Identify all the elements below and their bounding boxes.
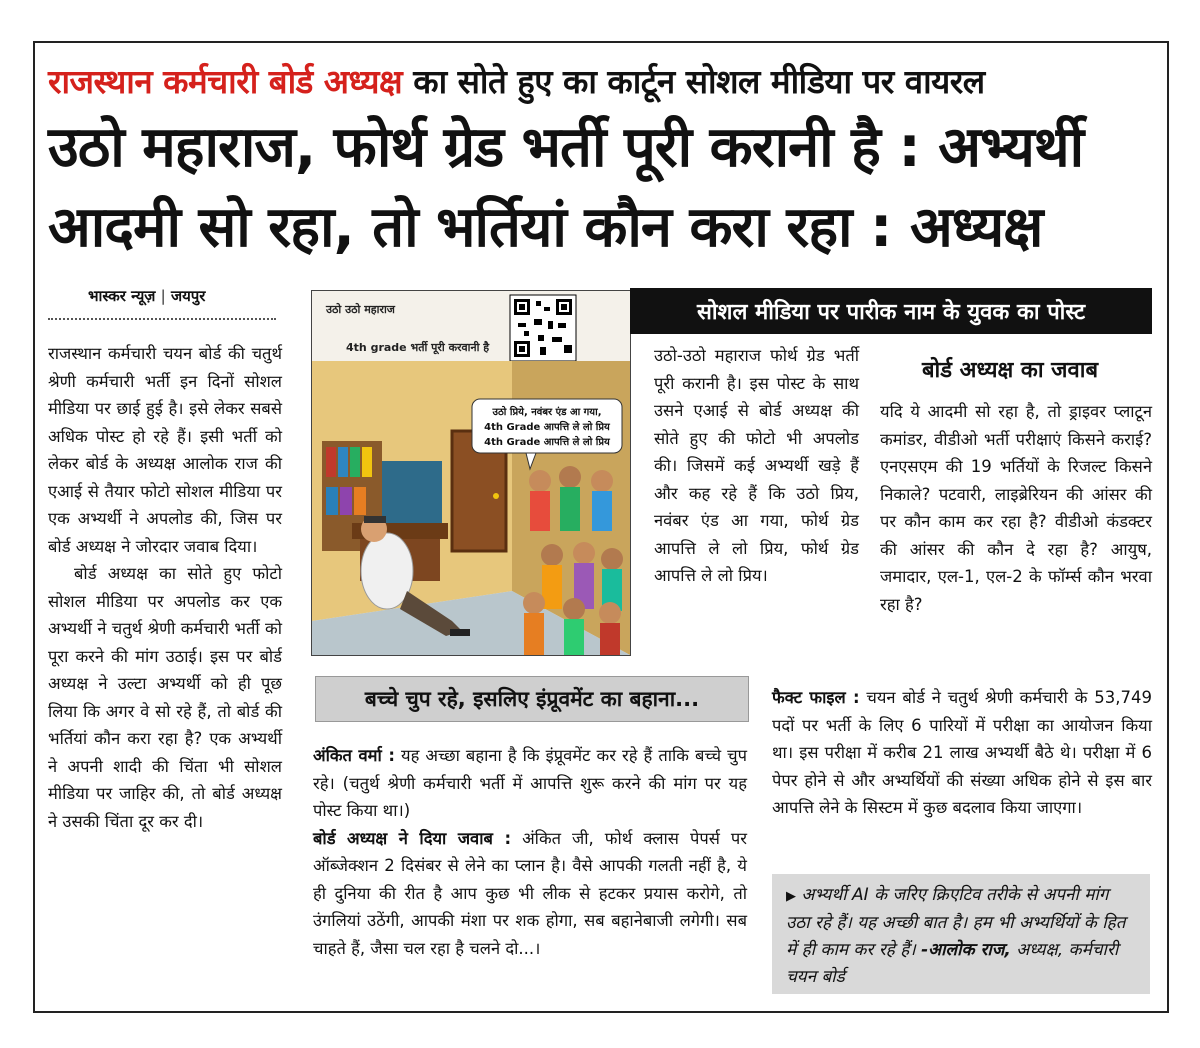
speaker-1-text: यह अच्छा बहाना है कि इंप्रूवमेंट कर रहे हैं ताकि बच्चे चुप रहे। (चतुर्थ श्रेणी कर्मचारी भर्ती में आपत्ति शुरू करने की मांग पर यह पोस्ट किया था।): [313, 746, 747, 820]
speaker-2-name: बोर्ड अध्यक्ष ने दिया जवाब :: [313, 828, 512, 848]
quote-box: [772, 874, 1150, 994]
column-3: यदि ये आदमी सो रहा है, तो ड्राइवर प्लाटून कमांडर, वीडीओ भर्ती परीक्षाएं किसने कराई? एनएसएम की 19 भर्तियों के रिजल्ट किसने निकाले? पटवारी, लाइब्रेरियन की आंसर की पर कौन काम कर रहा है? वीडीओ कंडक्टर की आंसर की कौन दे रहा है? आयुष, जमादार, एल-1, एल-2 के फॉर्म्स कौन भरवा रहा है?: [880, 402, 1152, 614]
column-1-para-1: राजस्थान कर्मचारी चयन बोर्ड की चतुर्थ श्रेणी कर्मचारी भर्ती इन दिनों सोशल मीडिया पर छाई हुई है। इसे लेकर सबसे अधिक पोस्ट हो रहे हैं। इसी भर्ती को लेकर बोर्ड के अध्यक्ष आलोक राज की एआई से तैयार फोटो सोशल मीडिया पर एक अभ्यर्थी ने अपलोड की, जिस पर बोर्ड अध्यक्ष ने जोरदार जवाब दिया।: [48, 344, 282, 556]
speaker-1-name: अंकित वर्मा :: [313, 746, 395, 765]
quote-marker-icon: ▶: [786, 889, 796, 904]
byline: [88, 286, 205, 306]
fact-file: [772, 684, 1152, 822]
column-1-para-2: बोर्ड अध्यक्ष का सोते हुए फोटो सोशल मीडिया पर अपलोड कर एक अभ्यर्थी ने चतुर्थ श्रेणी कर्मचारी भर्ती को पूरा करने की मांग उठाई। इस पर बोर्ड अध्यक्ष ने उल्टा अभ्यर्थी को ही पूछ लिया कि अगर वे सो रहे हैं, तो बोर्ड की भर्तियां कौन करा रहा है? एक अभ्यर्थी ने अपनी शादी की चिंता भी सोशल मीडिया पर जाहिर की, तो बोर्ड अध्यक्ष ने उसकी चिंता दूर कर दी।: [48, 564, 282, 831]
cartoon-subtitle: 4th grade भर्ती पूरी करवानी है: [346, 341, 490, 354]
reply-heading: बोर्ड अध्यक्ष का जवाब: [921, 358, 1099, 383]
quote-signature: -आलोक राज,: [921, 940, 1011, 960]
section-2-heading: बच्चे चुप रहे, इसलिए इंप्रूवमेंट का बहाना...: [315, 676, 749, 722]
social-media-banner: सोशल मीडिया पर पारीक नाम के युवक का पोस्ट: [630, 288, 1152, 334]
column-1: [48, 340, 282, 835]
kicker-red: राजस्थान कर्मचारी बोर्ड अध्यक्ष: [48, 62, 403, 101]
kicker-black: का सोते हुए का कार्टून सोशल मीडिया पर वायरल: [413, 62, 985, 101]
byline-city: जयपुर: [170, 287, 206, 305]
quote-designation: अध्यक्ष, कर्मचारी चयन बोर्ड: [786, 940, 1119, 987]
fact-file-text: चयन बोर्ड ने चतुर्थ श्रेणी कर्मचारी के 53,749 पदों पर भर्ती के लिए 6 पारियों में परीक्षा का आयोजन किया था। इस परीक्षा में करीब 21 लाख अभ्यर्थी बैठे थे। परीक्षा में 6 पेपर होने से और अभ्यर्थियों की संख्या अधिक होने से इस बार आपत्ति लेने के सिस्टम में कुछ बदलाव किया जाएगा।: [772, 688, 1152, 817]
kicker-headline: [48, 58, 1158, 103]
cartoon-title: उठो उठो महाराज: [326, 303, 395, 316]
cartoon-illustration: [312, 291, 630, 655]
bubble-line-1: उठो प्रिये, नवंबर एंड आ गया,: [492, 407, 602, 418]
byline-sep: |: [160, 287, 166, 305]
cartoon-image: [311, 290, 631, 656]
column-4-para-1: [313, 742, 747, 825]
column-4-para-2: [313, 825, 747, 963]
column-4: [313, 742, 747, 962]
byline-divider: [48, 318, 276, 320]
byline-source: भास्कर न्यूज़: [88, 287, 156, 305]
fact-file-label: फैक्ट फाइल :: [772, 688, 860, 707]
speaker-2-text: अंकित जी, फोर्थ क्लास पेपर्स पर ऑब्जेक्शन 2 दिसंबर से लेने का प्लान है। वैसे आपकी गलती नहीं है, ये ही दुनिया की रीत है आप कुछ भी लीक से हटकर प्रयास करोगे, तो उंगलियां उठेंगी, आपकी मंशा पर शक होगा, सब बहानेबाजी लगेगी। सब चाहते हैं, जैसा चल रहा है चलने दो...।: [313, 828, 748, 958]
qr-code-icon: [510, 295, 576, 361]
bubble-line-3: 4th Grade आपत्ति ले लो प्रिय: [484, 437, 610, 448]
main-headline-2: आदमी सो रहा, तो भर्तियां कौन करा रहा : अध्यक्ष: [48, 195, 1043, 260]
main-headline-1: उठो महाराज, फोर्थ ग्रेड भर्ती पूरी करानी है : अभ्यर्थी: [48, 115, 1084, 180]
column-2: उठो-उठो महाराज फोर्थ ग्रेड भर्ती पूरी करानी है। इस पोस्ट के साथ उसने एआई से बोर्ड अध्यक्ष की सोते हुए की फोटो भी अपलोड की। जिसमें कई अभ्यर्थी खड़े हैं और कह रहे हैं कि उठो प्रिय, नवंबर एंड आ गया, फोर्थ ग्रेड आपत्ति ले लो प्रिय, फोर्थ ग्रेड आपत्ति ले लो प्रिय।: [654, 346, 859, 585]
bubble-line-2: 4th Grade आपत्ति ले लो प्रिय: [484, 422, 610, 433]
quote-text: अभ्यर्थी AI के जरिए क्रिएटिव तरीके से अपनी मांग उठा रहे हैं। यह अच्छी बात है। हम भी अभ्यर्थियों के हित में ही काम कर रहे हैं।: [786, 885, 1126, 960]
